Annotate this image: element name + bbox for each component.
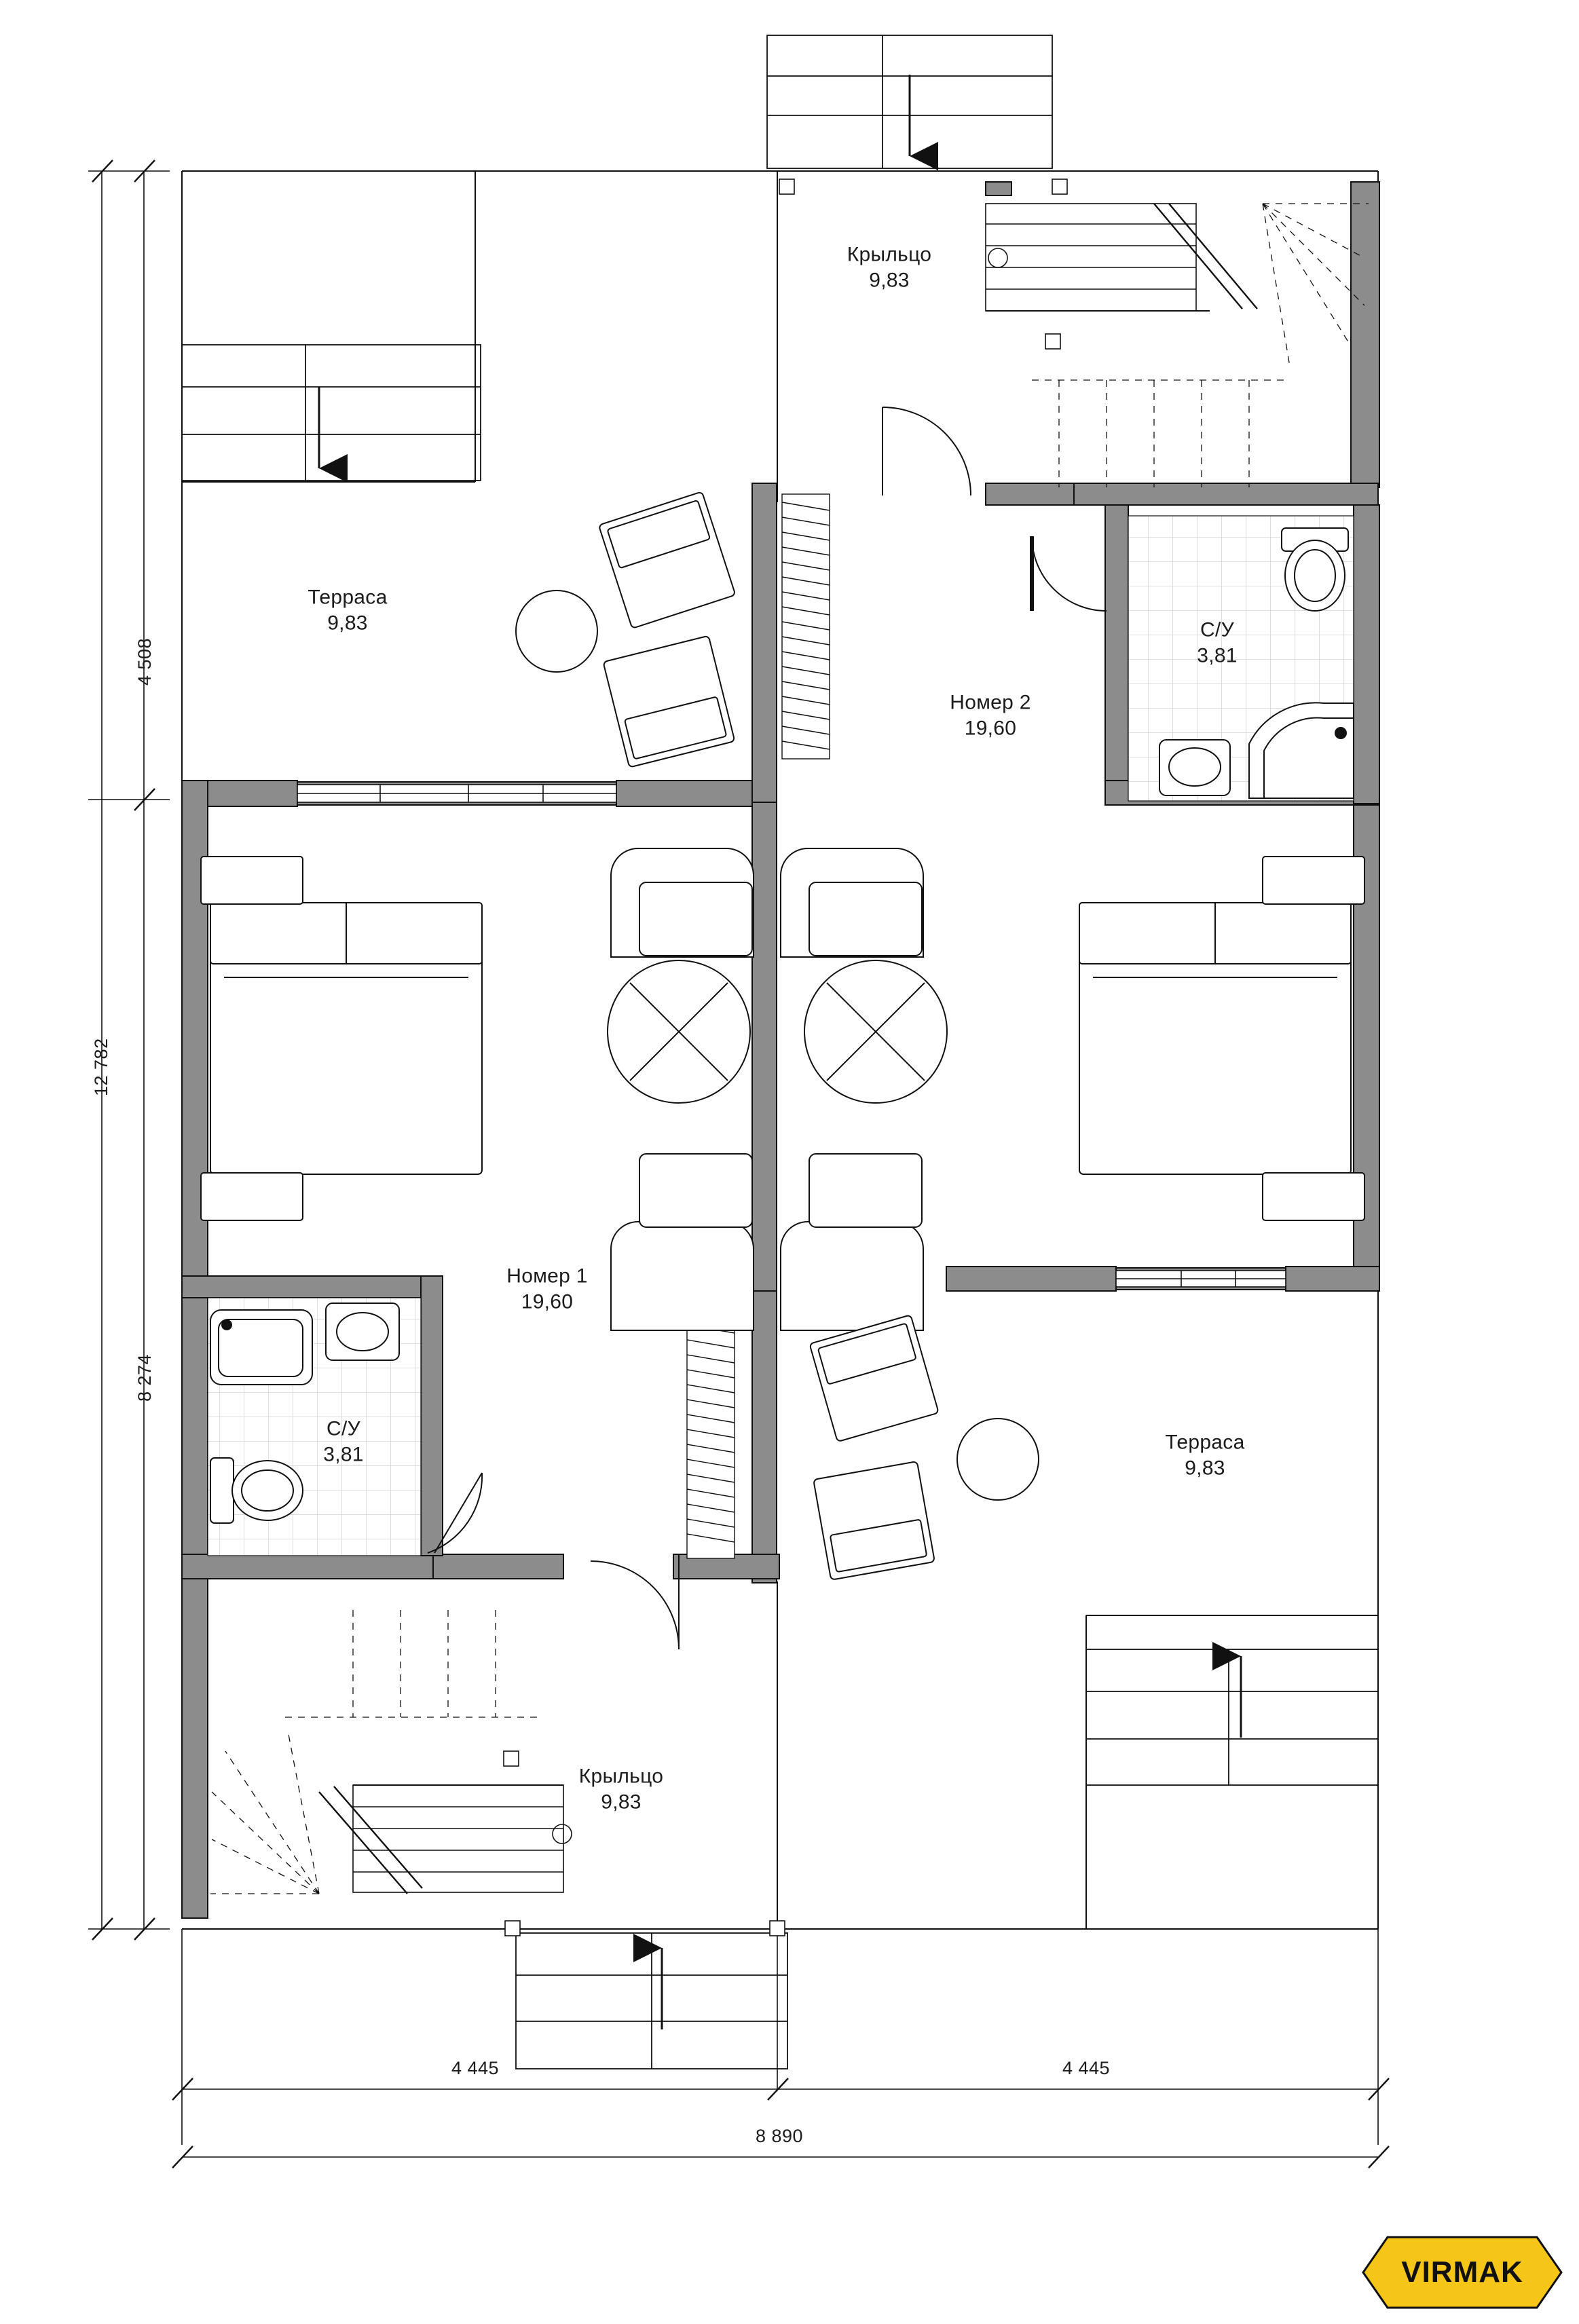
room-area: 9,83 xyxy=(869,269,910,292)
glazed-door-top xyxy=(782,494,830,759)
room-name: Крыльцо xyxy=(847,243,932,266)
dimension-8890: 8 890 xyxy=(755,2126,804,2146)
brand-logo xyxy=(1360,2232,1564,2313)
dimension-4508: 4 508 xyxy=(134,637,155,686)
room-name: С/У xyxy=(1200,618,1234,641)
glazed-door-bottom xyxy=(687,1302,735,1558)
furniture-room-1 xyxy=(201,848,754,1330)
stairs-left-outside xyxy=(182,345,481,481)
room-name: Крыльцо xyxy=(578,1765,664,1788)
stairs-bottom-outside xyxy=(516,1933,787,2069)
dimension-8274: 8 274 xyxy=(134,1353,155,1402)
room-area: 9,83 xyxy=(1185,1457,1225,1480)
room-name: Терраса xyxy=(1165,1431,1245,1454)
dimension-4445-right: 4 445 xyxy=(1062,2058,1111,2078)
stairs-top-outside xyxy=(767,35,1052,168)
room-label-number-2 xyxy=(950,690,1030,743)
room-label-porch-bottom xyxy=(579,1764,664,1816)
dimension-12782: 12 782 xyxy=(91,1038,111,1096)
room-area: 19,60 xyxy=(521,1291,574,1313)
furniture-terrace-left xyxy=(516,491,735,767)
room-name: С/У xyxy=(327,1417,360,1440)
room-name: Терраса xyxy=(308,586,388,609)
room-area: 19,60 xyxy=(964,717,1017,740)
room-label-number-1 xyxy=(506,1264,587,1316)
furniture-terrace-right xyxy=(809,1315,1039,1580)
room-label-bath-2 xyxy=(1197,618,1238,670)
stairs-right-outside xyxy=(1086,1649,1378,1785)
room-label-terrace-right xyxy=(1165,1430,1244,1482)
interior-stair-bottom xyxy=(210,1610,785,1936)
room-label-terrace-left xyxy=(308,585,387,637)
room-label-bath-1 xyxy=(323,1417,364,1469)
bathroom-2 xyxy=(1128,516,1354,801)
dimension-4445-left: 4 445 xyxy=(451,2058,500,2078)
room-name: Номер 2 xyxy=(950,691,1031,714)
logo-text: VIRMAK xyxy=(1401,2255,1523,2289)
furniture-room-2 xyxy=(781,848,1364,1330)
room-area: 9,83 xyxy=(327,612,368,635)
room-label-porch-top xyxy=(847,242,932,295)
room-area: 3,81 xyxy=(323,1444,364,1466)
room-area: 9,83 xyxy=(601,1791,642,1814)
interior-stair-top xyxy=(779,179,1379,487)
room-area: 3,81 xyxy=(1197,645,1238,667)
bathroom-1 xyxy=(208,1298,421,1556)
room-name: Номер 1 xyxy=(506,1264,588,1288)
